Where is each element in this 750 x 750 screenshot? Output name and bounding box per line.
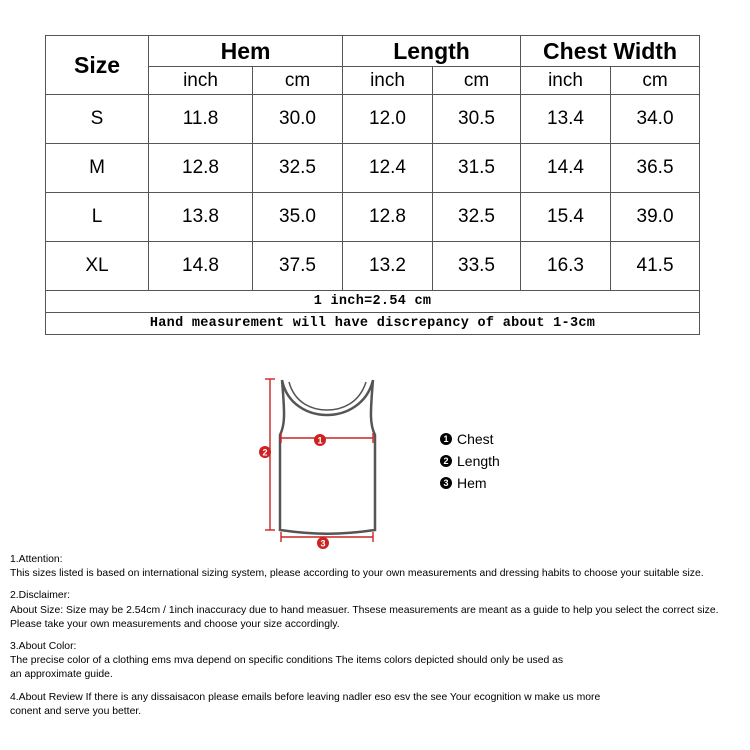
length-cm-cell: 33.5 [433, 242, 521, 291]
notes-section [10, 553, 745, 719]
disclaimer-text: Please take your own measurements and choose your size accordingly. [10, 618, 340, 630]
length-inch-cell: 13.2 [343, 242, 433, 291]
hem-cm-cell: 32.5 [253, 144, 343, 193]
attention-text: This sizes listed is based on international sizing system, please according to your own measurements and dressing habits to choose your suitable size. [10, 568, 704, 580]
table-row [46, 95, 700, 144]
table-header-row [46, 36, 700, 67]
unit-header: inch [343, 67, 433, 95]
chest-cm-cell: 39.0 [611, 193, 700, 242]
chest-inch-cell: 13.4 [521, 95, 611, 144]
size-cell: M [46, 144, 149, 193]
color-text: an approximate guide. [10, 669, 113, 681]
length-inch-cell: 12.4 [343, 144, 433, 193]
chest-width-header: Chest Width [521, 36, 700, 67]
hem-inch-cell: 11.8 [149, 95, 253, 144]
discrepancy-note: Hand measurement will have discrepancy of about 1-3cm [46, 313, 700, 335]
table-row [46, 242, 700, 291]
chest-inch-cell: 15.4 [521, 193, 611, 242]
hem-inch-cell: 14.8 [149, 242, 253, 291]
number-three-icon: 3 [440, 477, 452, 489]
size-cell: L [46, 193, 149, 242]
size-cell: XL [46, 242, 149, 291]
marker-length [259, 446, 271, 458]
unit-header: cm [253, 67, 343, 95]
unit-header: inch [149, 67, 253, 95]
unit-header: inch [521, 67, 611, 95]
svg-text:1: 1 [317, 435, 323, 446]
table-row [46, 193, 700, 242]
legend-label: Hem [457, 475, 487, 491]
marker-chest [314, 434, 326, 446]
number-two-icon: 2 [440, 455, 452, 467]
length-cm-cell: 30.5 [433, 95, 521, 144]
legend-item-length [440, 450, 500, 472]
legend-label: Chest [457, 431, 494, 447]
chest-cm-cell: 36.5 [611, 144, 700, 193]
legend-label: Length [457, 453, 500, 469]
disclaimer-title: 2.Disclaimer: [10, 590, 71, 602]
unit-header: cm [611, 67, 700, 95]
length-cm-cell: 31.5 [433, 144, 521, 193]
hem-inch-cell: 12.8 [149, 144, 253, 193]
disclaimer-text: About Size: Size may be 2.54cm / 1inch inaccuracy due to hand measuer. Thsese measurements are meant as a guide to help you select the correct size. [10, 604, 719, 616]
hem-cm-cell: 35.0 [253, 193, 343, 242]
length-inch-cell: 12.0 [343, 95, 433, 144]
length-header: Length [343, 36, 521, 67]
hem-cm-cell: 30.0 [253, 95, 343, 144]
chest-inch-cell: 16.3 [521, 242, 611, 291]
color-title: 3.About Color: [10, 641, 77, 653]
marker-hem [317, 537, 329, 549]
conversion-row [46, 291, 700, 313]
conversion-note: 1 inch=2.54 cm [46, 291, 700, 313]
color-text: The precise color of a clothing ems mva depend on specific conditions The items colors depicted should only be used as [10, 655, 564, 667]
review-text: 4.About Review If there is any dissaisacon please emails before leaving nadler eso esv the see Your ecognition w make us more [10, 691, 601, 703]
hem-inch-cell: 13.8 [149, 193, 253, 242]
discrepancy-row [46, 313, 700, 335]
tank-top-outline-icon [280, 380, 375, 534]
svg-text:2: 2 [262, 447, 268, 458]
svg-text:3: 3 [320, 538, 326, 549]
chest-inch-cell: 14.4 [521, 144, 611, 193]
measurement-legend [440, 428, 500, 494]
size-header: Size [46, 36, 149, 95]
table-row [46, 144, 700, 193]
unit-header: cm [433, 67, 521, 95]
chest-cm-cell: 34.0 [611, 95, 700, 144]
size-cell: S [46, 95, 149, 144]
size-chart-table [45, 35, 700, 335]
tank-top-diagram [255, 370, 385, 555]
legend-item-hem [440, 472, 500, 494]
hem-cm-cell: 37.5 [253, 242, 343, 291]
number-one-icon: 1 [440, 433, 452, 445]
attention-title: 1.Attention: [10, 554, 63, 565]
length-inch-cell: 12.8 [343, 193, 433, 242]
chest-cm-cell: 41.5 [611, 242, 700, 291]
review-text: conent and serve you better. [10, 705, 142, 717]
length-cm-cell: 32.5 [433, 193, 521, 242]
legend-item-chest [440, 428, 500, 450]
hem-header: Hem [149, 36, 343, 67]
